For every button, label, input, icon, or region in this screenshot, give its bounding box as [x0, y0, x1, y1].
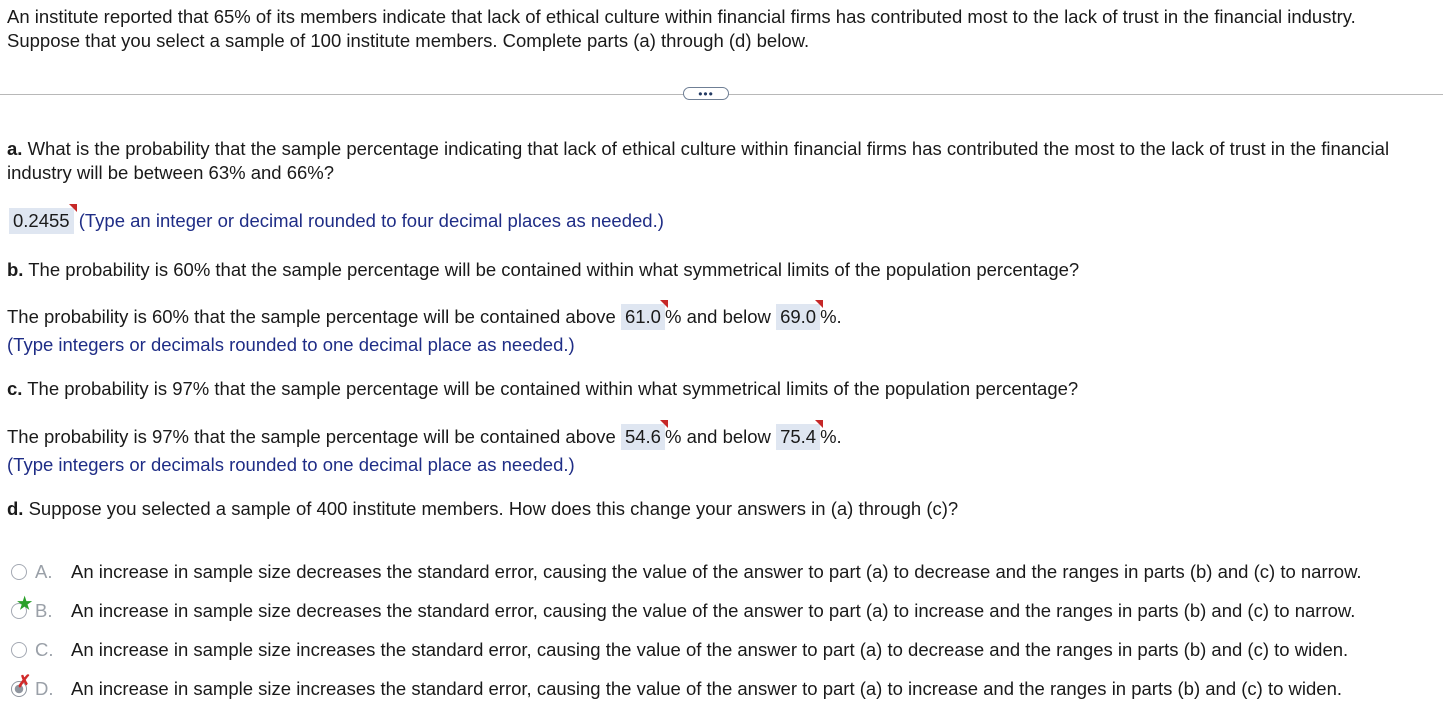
part-c-hint: (Type integers or decimals rounded to one decimal place as needed.) [7, 454, 575, 475]
x-mark-icon: ✗ [17, 672, 32, 691]
intro-line-1: An institute reported that 65% of its members indicate that lack of ethical culture within financial firms has contributed most to the lack of trust in the financial industry. [7, 6, 1356, 27]
option-b[interactable] [7, 591, 1439, 630]
error-flag-icon [660, 420, 668, 428]
error-flag-icon [660, 300, 668, 308]
expand-more-button[interactable]: ••• [683, 87, 729, 100]
option-c-letter: C. [35, 638, 54, 660]
part-a-question-text: What is the probability that the sample percentage indicating that lack of ethical culture within financial firms has contributed the most to the lack of trust in the financial industry will be between 63% and 66%? [7, 138, 1390, 183]
part-b-question-text: The probability is 60% that the sample percentage will be contained within what symmetrical limits of the population percentage? [23, 259, 1080, 280]
option-c[interactable] [7, 630, 1439, 669]
part-c-stmt-prefix: The probability is 97% that the sample percentage will be contained above [7, 426, 621, 447]
part-c-lower-limit-field[interactable] [621, 424, 665, 450]
part-b-upper-limit-field[interactable] [776, 304, 820, 330]
part-c-stmt-mid: % and below [664, 426, 777, 447]
part-c-lower-limit-value: 54.6 [624, 426, 661, 447]
error-flag-icon [815, 420, 823, 428]
part-a-hint: (Type an integer or decimal rounded to four decimal places as needed.) [78, 210, 664, 231]
part-b-hint: (Type integers or decimals rounded to one decimal place as needed.) [7, 334, 575, 355]
part-b-stmt-mid: % and below [664, 306, 777, 327]
part-d-options [7, 552, 1439, 708]
part-c-upper-limit-field[interactable] [776, 424, 820, 450]
part-d-question-text: Suppose you selected a sample of 400 institute members. How does this change your answers in (a) through (c)? [23, 498, 959, 519]
part-a-answer-field[interactable] [9, 208, 74, 234]
part-a-question [7, 137, 1437, 185]
part-b-stmt-prefix: The probability is 60% that the sample percentage will be contained above [7, 306, 621, 327]
option-d-letter: D. [35, 677, 54, 699]
option-b-text: An increase in sample size decreases the standard error, causing the value of the answer to part (a) to increase and the ranges in parts (b) and (c) to narrow. [71, 599, 1356, 621]
part-c-statement [7, 424, 1437, 450]
part-b-lower-limit-value: 61.0 [624, 306, 661, 327]
option-a-radio[interactable] [11, 564, 27, 580]
error-flag-icon [69, 204, 77, 212]
option-a-text: An increase in sample size decreases the standard error, causing the value of the answer to part (a) to decrease and the ranges in parts (b) and (c) to narrow. [71, 560, 1362, 582]
option-d-text: An increase in sample size increases the standard error, causing the value of the answer to part (a) to increase and the ranges in parts (b) and (c) to widen. [71, 677, 1343, 699]
part-b-letter: b. [7, 259, 24, 280]
part-a-letter: a. [7, 138, 23, 159]
option-a[interactable] [7, 552, 1439, 591]
part-a-answer-row [9, 208, 1439, 234]
part-d-question [7, 497, 1437, 521]
part-c-upper-limit-value: 75.4 [780, 426, 817, 447]
part-a-answer-value: 0.2455 [13, 210, 70, 231]
part-b-question [7, 258, 1437, 282]
option-c-text: An increase in sample size increases the standard error, causing the value of the answer to part (a) to decrease and the ranges in parts (b) and (c) to widen. [71, 638, 1349, 660]
option-d[interactable] [7, 669, 1439, 708]
part-d-letter: d. [7, 498, 24, 519]
option-c-radio[interactable] [11, 642, 27, 658]
part-c-stmt-suffix: %. [820, 426, 842, 447]
part-c-letter: c. [7, 378, 23, 399]
star-icon: ★ [17, 594, 33, 613]
intro-line-2: Suppose that you select a sample of 100 institute members. Complete parts (a) through (d) below. [7, 30, 810, 51]
part-b-lower-limit-field[interactable] [621, 304, 665, 330]
option-b-letter: B. [35, 599, 53, 621]
part-c-question [7, 377, 1437, 401]
problem-statement [7, 5, 1437, 53]
part-c-question-text: The probability is 97% that the sample percentage will be contained within what symmetrical limits of the population percentage? [22, 378, 1079, 399]
part-b-stmt-suffix: %. [820, 306, 842, 327]
error-flag-icon [815, 300, 823, 308]
option-a-letter: A. [35, 560, 53, 582]
part-b-upper-limit-value: 69.0 [780, 306, 817, 327]
part-b-statement [7, 304, 1437, 330]
